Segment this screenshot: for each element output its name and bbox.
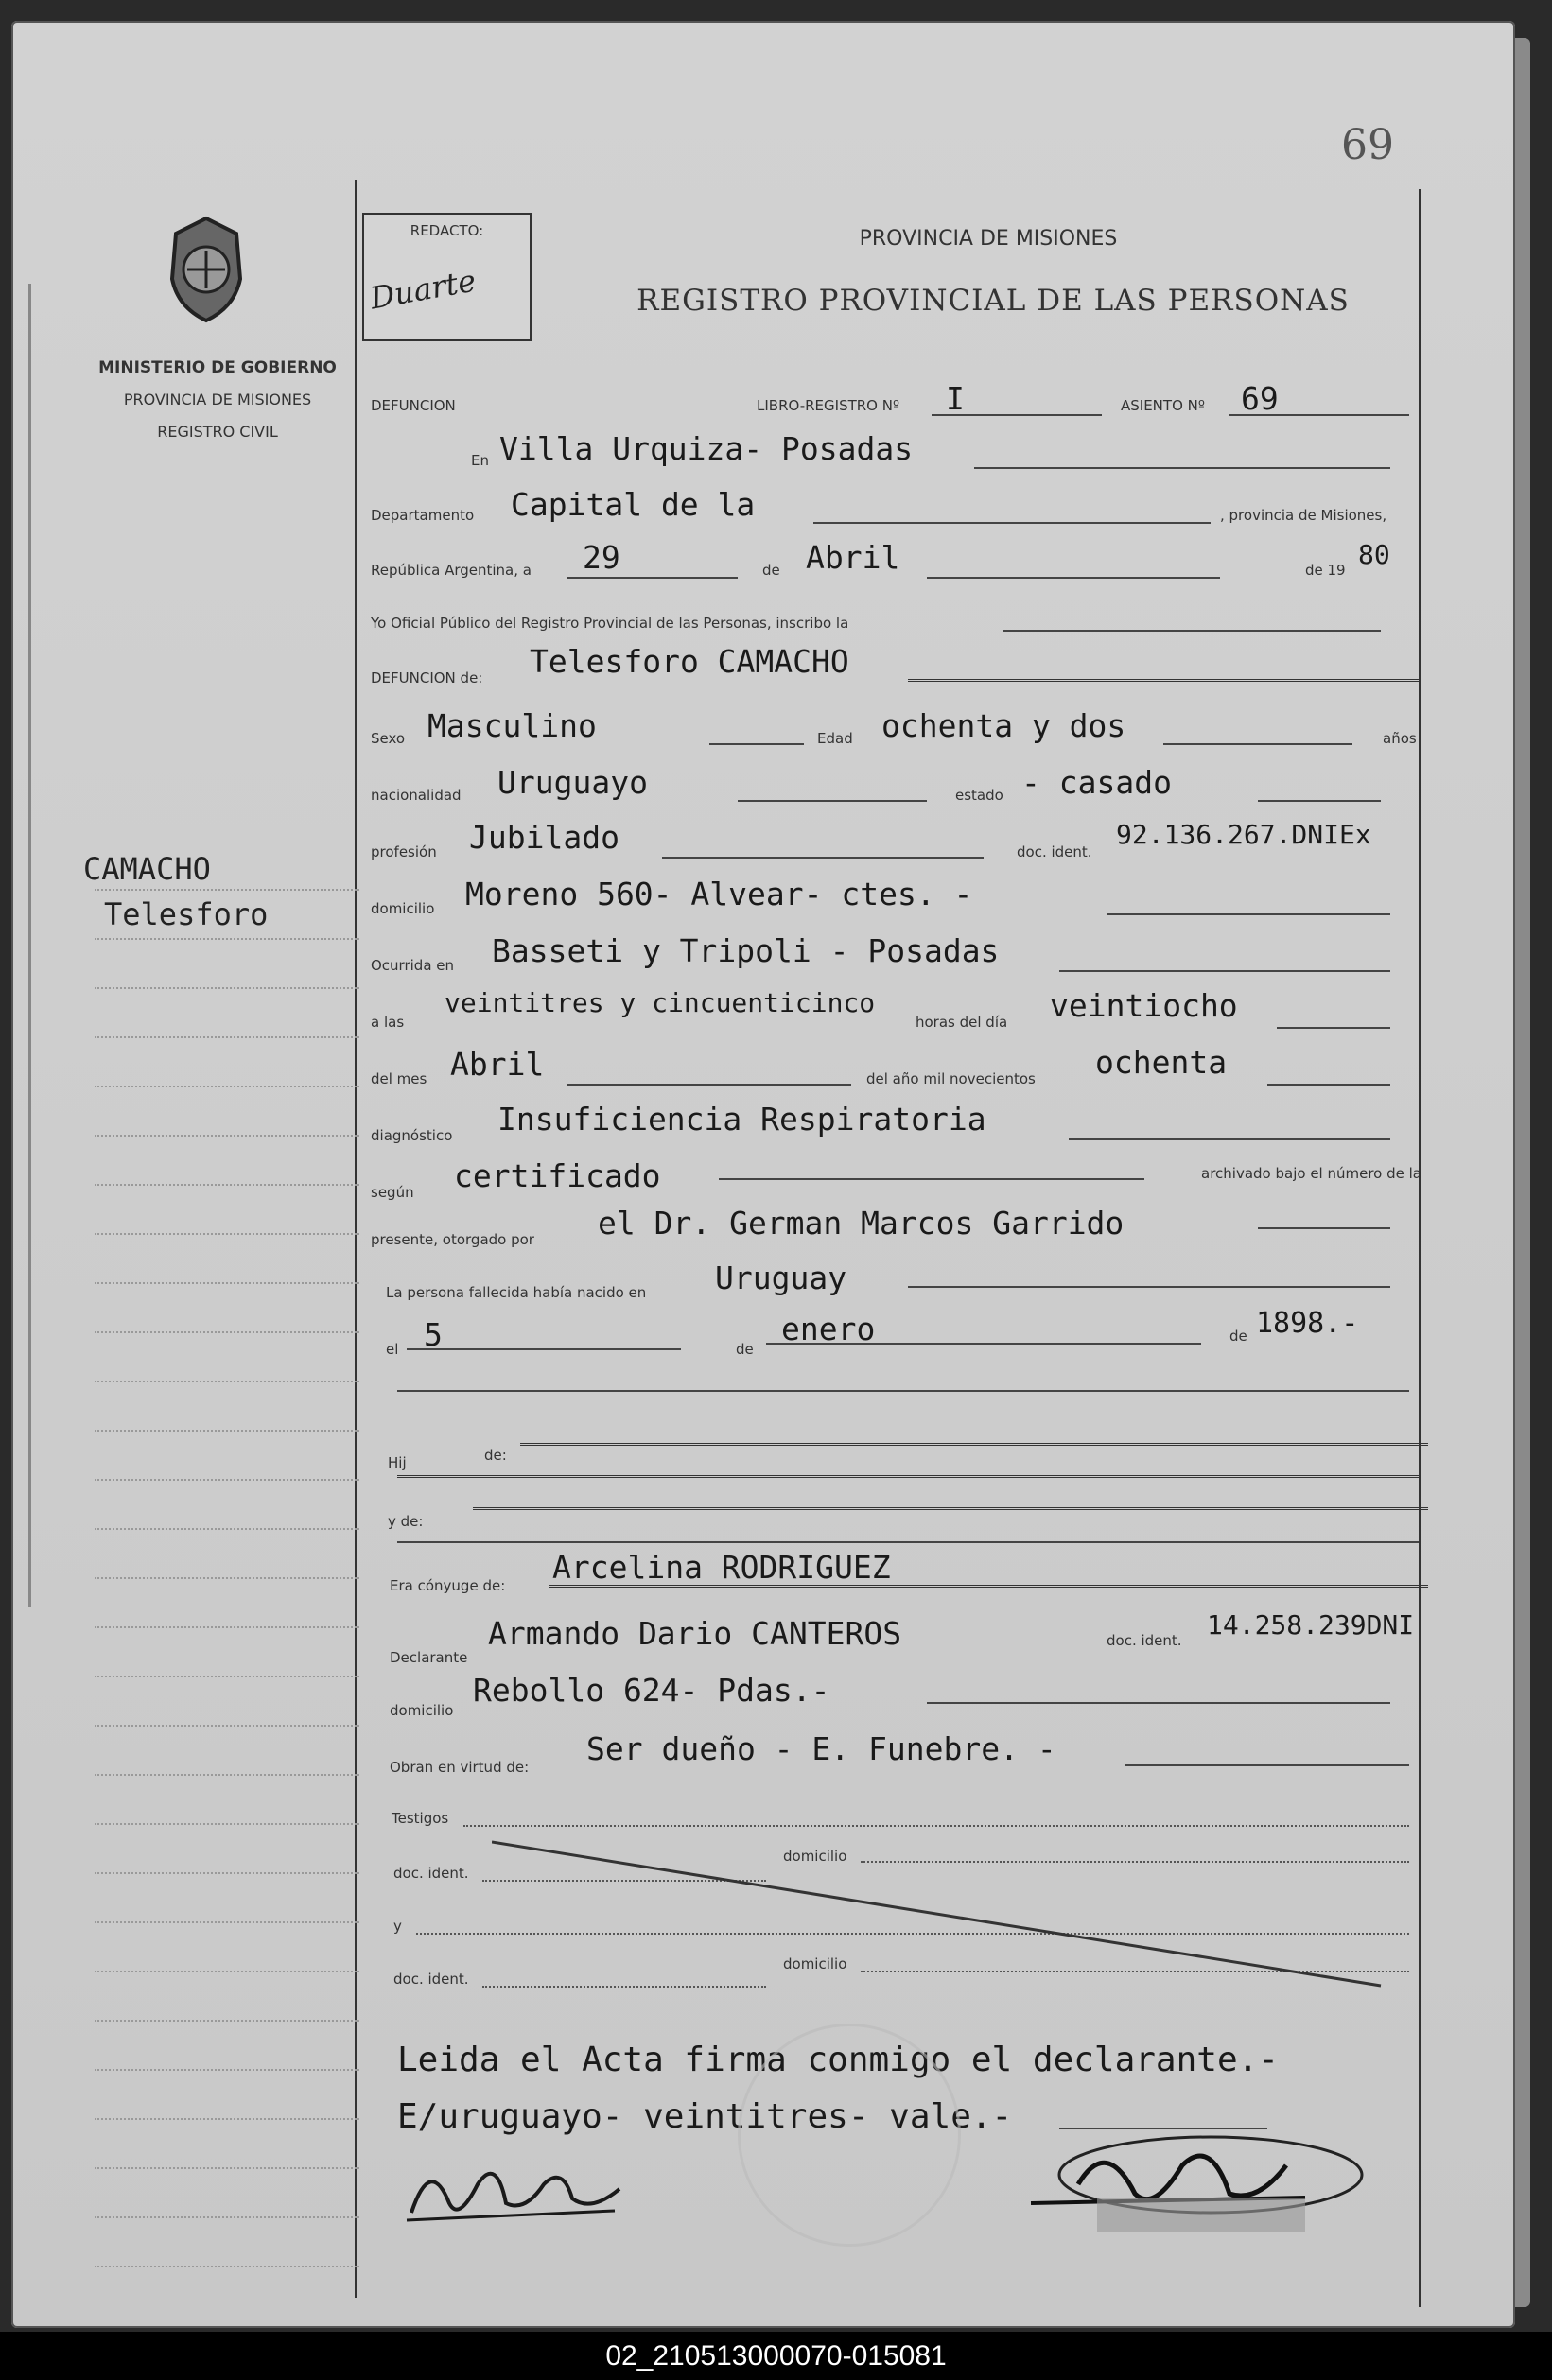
anios-label: años — [1383, 730, 1417, 747]
dia-value: 29 — [583, 539, 620, 576]
anio-value: 80 — [1358, 539, 1390, 570]
dia-line — [567, 577, 738, 579]
declarant-signature — [402, 2146, 629, 2232]
libro-line — [932, 414, 1102, 416]
de2-line — [766, 1343, 1201, 1345]
el-line — [407, 1348, 681, 1350]
estado-value: - casado — [1021, 764, 1172, 801]
delmes-value: Abril — [450, 1046, 545, 1083]
margin-surname: CAMACHO — [83, 851, 211, 887]
estado-label: estado — [955, 787, 1003, 804]
declarante-label: Declarante — [390, 1649, 468, 1666]
margin-dotted-line — [95, 1971, 359, 1972]
margin-dotted-line — [95, 1577, 359, 1579]
nacido-line — [908, 1286, 1390, 1288]
testigos-label: Testigos — [392, 1810, 449, 1827]
hij-de-label: de: — [484, 1447, 507, 1464]
decl-domicilio-value: Rebollo 624- Pdas.- — [473, 1672, 830, 1709]
de3-value: 1898.- — [1256, 1307, 1359, 1340]
obran-value: Ser dueño - E. Funebre. - — [586, 1730, 1056, 1767]
domicilio-label: domicilio — [371, 900, 435, 917]
ministry-block — [76, 352, 359, 448]
ocurrida-line — [1059, 970, 1390, 972]
seal-stamp — [738, 2024, 961, 2247]
departamento-value: Capital de la — [511, 486, 756, 523]
margin-dotted-line — [95, 1823, 359, 1825]
anio-mil-value: ochenta — [1095, 1044, 1228, 1081]
nacido-value: Uruguay — [715, 1259, 847, 1296]
de-label: de — [762, 562, 780, 579]
left-margin-rule — [355, 180, 357, 2298]
margin-dotted-line — [95, 2167, 359, 2169]
conyuge-line — [549, 1585, 1428, 1588]
testigos-line — [463, 1825, 1409, 1827]
sexo-line — [709, 743, 804, 745]
nacionalidad-value: Uruguayo — [497, 764, 648, 801]
domicilio-value: Moreno 560- Alvear- ctes. - — [465, 876, 973, 912]
decl-domicilio-line — [927, 1702, 1390, 1704]
registry-title: REGISTRO PROVINCIAL DE LAS PERSONAS — [636, 284, 1350, 318]
mes-line — [927, 577, 1220, 579]
page-number: 69 — [1341, 121, 1394, 169]
margin-dotted-line — [95, 2118, 359, 2120]
libro-label: LIBRO-REGISTRO Nº — [757, 397, 900, 414]
margin-name: Telesforo — [104, 896, 269, 932]
margin-dotted-line — [95, 1676, 359, 1677]
redacto-label: REDACTO: — [410, 222, 484, 239]
republica-label: República Argentina, a — [371, 562, 532, 579]
presente-line — [1258, 1227, 1390, 1229]
decl-domicilio-label: domicilio — [390, 1702, 454, 1719]
profesion-line — [662, 857, 984, 859]
ministry-registry: REGISTRO CIVIL — [157, 423, 278, 441]
sexo-value: Masculino — [427, 707, 597, 744]
blank-line-2 — [397, 1541, 1419, 1543]
right-margin-rule — [1419, 189, 1421, 2307]
provincia-suffix: , provincia de Misiones, — [1220, 507, 1387, 524]
margin-dotted-line — [95, 1872, 359, 1874]
en-value: Villa Urquiza- Posadas — [499, 430, 914, 467]
t2-domicilio-label: domicilio — [783, 1955, 847, 1972]
edad-label: Edad — [817, 730, 853, 747]
margin-dotted-line — [95, 1774, 359, 1776]
hij-line-2 — [397, 1475, 1419, 1478]
horas-line — [1277, 1027, 1390, 1029]
el-value: 5 — [424, 1316, 443, 1353]
delmes-label: del mes — [371, 1070, 427, 1087]
margin-dotted-line — [95, 1725, 359, 1727]
presente-value: el Dr. German Marcos Garrido — [598, 1205, 1125, 1242]
diagnostico-value: Insuficiencia Respiratoria — [497, 1101, 986, 1138]
sexo-label: Sexo — [371, 730, 406, 747]
alas-label: a las — [371, 1014, 405, 1031]
margin-dotted-line — [95, 2266, 359, 2267]
t-doc-label: doc. ident. — [393, 1865, 469, 1882]
margin-dotted-line — [95, 1626, 359, 1628]
coat-of-arms-icon — [159, 213, 253, 326]
diagnostico-line — [1069, 1138, 1390, 1140]
margin-dotted-line — [95, 1135, 359, 1137]
horas-value: veintiocho — [1050, 987, 1238, 1024]
edad-value: ochenta y dos — [881, 707, 1126, 744]
margin-dotted-line — [95, 2216, 359, 2218]
mes-value: Abril — [806, 539, 900, 576]
asiento-value: 69 — [1241, 380, 1279, 417]
redacto-value: Duarte — [367, 262, 479, 317]
delmes-line — [567, 1084, 851, 1086]
defuncion-de-line — [908, 679, 1419, 682]
margin-dotted-line — [95, 1282, 359, 1284]
edad-line — [1163, 743, 1352, 745]
margin-dotted-line — [95, 1479, 359, 1481]
margin-dotted-line — [95, 938, 359, 940]
page-edge — [1515, 38, 1530, 2307]
el-label: el — [386, 1341, 399, 1358]
decl-doc-value: 14.258.239DNI — [1207, 1609, 1415, 1641]
de2-value: enero — [781, 1311, 876, 1347]
closing-line-2: E/uruguayo- veintitres- vale.- — [397, 2097, 1013, 2136]
en-label: En — [471, 452, 489, 469]
ministry-province: PROVINCIA DE MISIONES — [123, 391, 312, 408]
defuncion-de-value: Telesforo CAMACHO — [530, 643, 849, 680]
libro-value: I — [946, 380, 965, 417]
conyuge-value: Arcelina RODRIGUEZ — [552, 1549, 891, 1586]
obran-label: Obran en virtud de: — [390, 1759, 530, 1776]
departamento-line — [813, 522, 1211, 524]
margin-dotted-line — [95, 2020, 359, 2022]
estado-line — [1258, 800, 1381, 802]
margin-dotted-line — [95, 1430, 359, 1432]
doc-ident-label: doc. ident. — [1017, 843, 1092, 860]
binding-rule — [28, 284, 31, 1607]
margin-dotted-line — [95, 1233, 359, 1235]
oficial-line — [1003, 630, 1381, 632]
defuncion-label: DEFUNCION — [371, 397, 456, 414]
nacionalidad-label: nacionalidad — [371, 787, 462, 804]
hij-line — [520, 1443, 1428, 1446]
nacido-label: La persona fallecida había nacido en — [386, 1284, 647, 1301]
province-title: PROVINCIA DE MISIONES — [859, 227, 1118, 251]
doc-ident-value: 92.136.267.DNIEx — [1116, 819, 1371, 850]
t-domicilio-label: domicilio — [783, 1848, 847, 1865]
presente-label: presente, otorgado por — [371, 1231, 534, 1248]
asiento-label: ASIENTO Nº — [1121, 397, 1205, 414]
ocurrida-value: Basseti y Tripoli - Posadas — [492, 932, 1000, 969]
margin-dotted-line — [95, 889, 359, 891]
closing-line-1: Leida el Acta firma conmigo el declarante.- — [397, 2041, 1279, 2079]
hij-label: Hij — [388, 1454, 407, 1471]
de2-label: de — [736, 1341, 754, 1358]
de3-label: de — [1229, 1328, 1247, 1345]
yde-label: y de: — [388, 1513, 424, 1530]
declarante-value: Armando Dario CANTEROS — [488, 1615, 902, 1652]
segun-value: certificado — [454, 1157, 661, 1194]
margin-dotted-line — [95, 2069, 359, 2071]
oficial-label: Yo Oficial Público del Registro Provincial de las Personas, inscribo la — [371, 615, 849, 632]
ministry-name: MINISTERIO DE GOBIERNO — [98, 358, 337, 377]
margin-dotted-line — [95, 1331, 359, 1333]
testigos-strike — [492, 1834, 1400, 1995]
anio-mil-line — [1267, 1084, 1390, 1086]
nacionalidad-line — [738, 800, 927, 802]
alas-value: veintitres y cincuenticinco — [445, 987, 876, 1018]
ocurrida-label: Ocurrida en — [371, 957, 455, 974]
domicilio-line — [1107, 913, 1390, 915]
t2-doc-label: doc. ident. — [393, 1971, 469, 1988]
archivado-label: archivado bajo el número de la — [1201, 1165, 1421, 1182]
asiento-line — [1229, 414, 1409, 416]
margin-dotted-line — [95, 987, 359, 989]
de19-label: de 19 — [1305, 562, 1346, 579]
defuncion-de-label: DEFUNCION de: — [371, 669, 483, 686]
profesion-value: Jubilado — [469, 819, 619, 856]
segun-line — [719, 1178, 1144, 1180]
decl-doc-label: doc. ident. — [1107, 1632, 1182, 1649]
profesion-label: profesión — [371, 843, 437, 860]
departamento-label: Departamento — [371, 507, 475, 524]
yde-line — [473, 1507, 1428, 1510]
blank-line-1 — [397, 1390, 1409, 1392]
file-id-bar: 02_210513000070-015081 — [0, 2332, 1552, 2380]
obran-line — [1125, 1764, 1409, 1766]
official-signature — [1021, 2128, 1381, 2241]
en-line — [974, 467, 1390, 469]
anio-mil-label: del año mil novecientos — [866, 1070, 1036, 1087]
margin-dotted-line — [95, 1381, 359, 1382]
margin-dotted-line — [95, 1921, 359, 1923]
diagnostico-label: diagnóstico — [371, 1127, 453, 1144]
redacto-box — [362, 213, 532, 341]
t-y-label: y — [393, 1918, 402, 1935]
margin-dotted-line — [95, 1184, 359, 1186]
segun-label: según — [371, 1184, 414, 1201]
margin-dotted-line — [95, 1528, 359, 1530]
horas-label: horas del día — [916, 1014, 1008, 1031]
margin-dotted-line — [95, 1086, 359, 1087]
conyuge-label: Era cónyuge de: — [390, 1577, 506, 1594]
margin-dotted-line — [95, 1036, 359, 1038]
